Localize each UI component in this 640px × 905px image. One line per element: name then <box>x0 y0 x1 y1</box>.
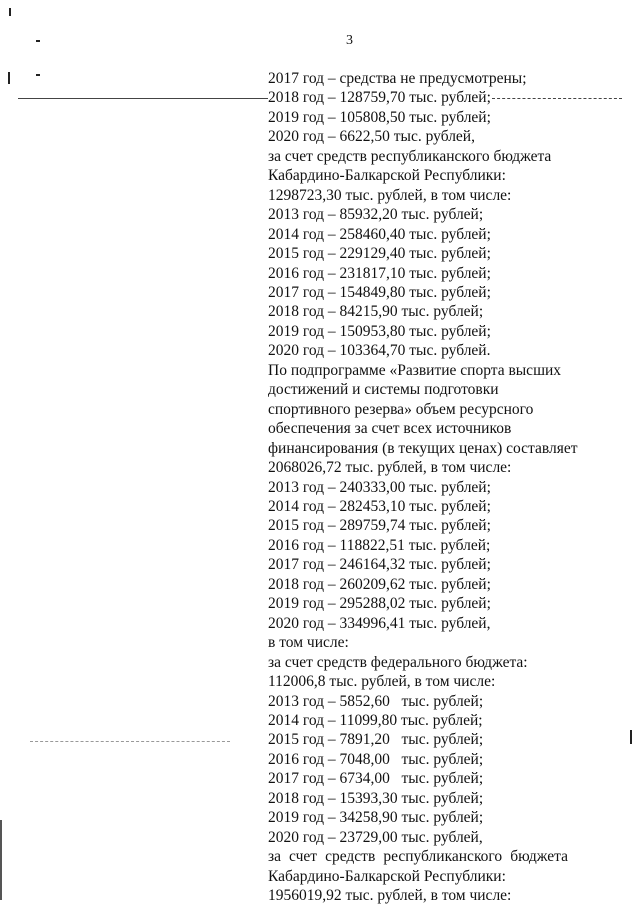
text-line: 2017 год – 246164,32 тыс. рублей; <box>268 556 491 574</box>
text-line: в том числе: <box>268 634 349 652</box>
text-line: обеспечения за счет всех источников <box>268 420 512 438</box>
text-line: 112006,8 тыс. рублей, в том числе: <box>268 673 496 691</box>
scan-rule-line-lower <box>30 741 230 742</box>
scan-speck <box>36 40 40 42</box>
text-line: достижений и системы подготовки <box>268 381 499 399</box>
text-line: 2020 год – 6622,50 тыс. рублей, <box>268 128 475 146</box>
text-line: 2015 год – 7891,20 тыс. рублей; <box>268 731 484 749</box>
document-body <box>268 69 588 905</box>
scan-speck <box>36 74 40 76</box>
text-line: 2018 год – 84215,90 тыс. рублей; <box>268 303 484 321</box>
text-line: По подпрограмме «Развитие спорта высших <box>268 361 562 379</box>
text-line: за счет средств федерального бюджета: <box>268 653 528 671</box>
text-line: Кабардино-Балкарской Республики: <box>268 867 506 885</box>
text-line: 2014 год – 258460,40 тыс. рублей; <box>268 225 491 243</box>
text-line: 2016 год – 231817,10 тыс. рублей; <box>268 264 491 282</box>
text-line: 2014 год – 282453,10 тыс. рублей; <box>268 497 491 515</box>
text-line: 2020 год – 334996,41 тыс. рублей, <box>268 614 491 632</box>
page-number: 3 <box>346 33 353 48</box>
text-line: 2020 год – 23729,00 тыс. рублей, <box>268 828 483 846</box>
text-line: спортивного резерва» объем ресурсного <box>268 400 534 418</box>
text-line: 2068026,72 тыс. рублей, в том числе: <box>268 459 512 477</box>
text-line: 2018 год – 15393,30 тыс. рублей; <box>268 789 484 807</box>
text-line: за счет средств республиканского бюджета <box>268 848 568 866</box>
scan-speck <box>9 8 11 16</box>
text-line: 2015 год – 229129,40 тыс. рублей; <box>268 245 491 263</box>
text-line: 2014 год – 11099,80 тыс. рублей; <box>268 711 483 729</box>
text-line: 1956019,92 тыс. рублей, в том числе: <box>268 887 512 905</box>
text-line: 2019 год – 34258,90 тыс. рублей; <box>268 809 484 827</box>
text-line: 1298723,30 тыс. рублей, в том числе: <box>268 186 512 204</box>
text-line: за счет средств республиканского бюджета <box>268 147 552 165</box>
text-line: 2020 год – 103364,70 тыс. рублей. <box>268 342 491 360</box>
text-line: 2017 год – 6734,00 тыс. рублей; <box>268 770 484 788</box>
text-line: 2019 год – 295288,02 тыс. рублей; <box>268 595 491 613</box>
text-line: 2015 год – 289759,74 тыс. рублей; <box>268 517 491 535</box>
text-line: 2017 год – средства не предусмотрены; <box>268 70 527 87</box>
text-line: 2016 год – 7048,00 тыс. рублей; <box>268 750 484 768</box>
scan-speck <box>0 820 2 900</box>
text-line: 2019 год – 150953,80 тыс. рублей; <box>268 322 491 340</box>
text-line: 2018 год – 260209,62 тыс. рублей; <box>268 575 491 593</box>
scan-speck <box>8 72 10 84</box>
text-line: 2013 год – 5852,60 тыс. рублей; <box>268 692 484 710</box>
text-line: 2013 год – 85932,20 тыс. рублей; <box>268 206 484 224</box>
text-line: 2017 год – 154849,80 тыс. рублей; <box>268 283 491 301</box>
text-line: финансирования (в текущих ценах) составляет <box>268 439 578 457</box>
text-line: 2016 год – 118822,51 тыс. рублей; <box>268 536 491 554</box>
scan-speck <box>630 730 632 744</box>
text-line: Кабардино-Балкарской Республики: <box>268 167 506 185</box>
text-line: 2018 год – 128759,70 тыс. рублей; <box>268 89 491 107</box>
scan-rule-line <box>18 98 268 99</box>
text-line: 2019 год – 105808,50 тыс. рублей; <box>268 108 491 126</box>
text-line: 2013 год – 240333,00 тыс. рублей; <box>268 478 491 496</box>
